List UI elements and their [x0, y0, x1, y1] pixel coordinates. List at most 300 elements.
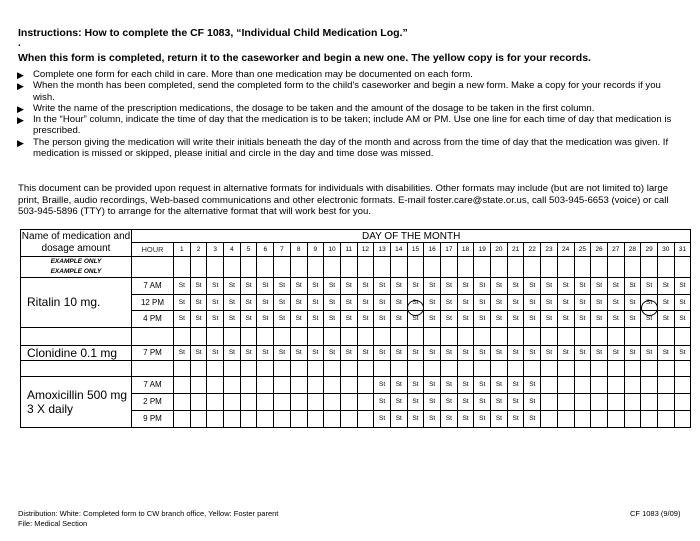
initials-cell[interactable]: St: [474, 393, 491, 410]
initials-cell[interactable]: St: [424, 345, 441, 360]
initials-cell[interactable]: St: [591, 294, 608, 311]
initials-cell[interactable]: St: [390, 345, 407, 360]
initials-cell[interactable]: [174, 410, 191, 427]
initials-cell[interactable]: [174, 376, 191, 393]
initials-cell[interactable]: St: [324, 311, 341, 328]
initials-cell[interactable]: [657, 360, 674, 376]
initials-cell[interactable]: [240, 327, 257, 345]
initials-cell[interactable]: [190, 360, 207, 376]
initials-cell[interactable]: [307, 393, 324, 410]
initials-cell[interactable]: [224, 376, 241, 393]
initials-cell[interactable]: St: [474, 345, 491, 360]
initials-cell[interactable]: St: [507, 376, 524, 393]
initials-cell[interactable]: [574, 360, 591, 376]
initials-cell[interactable]: [574, 376, 591, 393]
initials-cell[interactable]: [441, 360, 458, 376]
initials-cell[interactable]: [290, 327, 307, 345]
initials-cell[interactable]: St: [657, 278, 674, 295]
initials-cell[interactable]: St: [441, 345, 458, 360]
initials-cell[interactable]: [290, 360, 307, 376]
hour-cell[interactable]: [132, 327, 174, 345]
initials-cell[interactable]: [474, 327, 491, 345]
initials-cell[interactable]: [274, 376, 291, 393]
initials-cell[interactable]: St: [507, 345, 524, 360]
initials-cell[interactable]: St: [641, 345, 658, 360]
initials-cell[interactable]: [374, 257, 391, 278]
initials-cell[interactable]: St: [441, 410, 458, 427]
initials-cell[interactable]: St: [524, 278, 541, 295]
initials-cell[interactable]: [441, 257, 458, 278]
initials-cell[interactable]: St: [324, 345, 341, 360]
initials-cell[interactable]: St: [190, 345, 207, 360]
initials-cell[interactable]: [340, 327, 357, 345]
initials-cell[interactable]: [607, 360, 624, 376]
initials-cell[interactable]: St: [524, 294, 541, 311]
initials-cell[interactable]: [607, 257, 624, 278]
initials-cell[interactable]: [290, 376, 307, 393]
hour-cell[interactable]: 2 PM: [132, 393, 174, 410]
initials-cell[interactable]: St: [174, 311, 191, 328]
initials-cell[interactable]: [674, 257, 691, 278]
initials-cell[interactable]: [591, 393, 608, 410]
initials-cell[interactable]: [357, 360, 374, 376]
initials-cell[interactable]: [507, 360, 524, 376]
initials-cell[interactable]: [641, 360, 658, 376]
initials-cell[interactable]: [457, 360, 474, 376]
initials-cell[interactable]: St: [541, 311, 558, 328]
initials-cell[interactable]: St: [340, 311, 357, 328]
initials-cell[interactable]: [624, 257, 641, 278]
initials-cell[interactable]: St: [207, 278, 224, 295]
initials-cell[interactable]: St: [224, 311, 241, 328]
initials-cell[interactable]: [290, 257, 307, 278]
initials-cell[interactable]: St: [507, 393, 524, 410]
initials-cell[interactable]: St: [190, 294, 207, 311]
hour-cell[interactable]: 7 AM: [132, 376, 174, 393]
initials-cell[interactable]: [357, 393, 374, 410]
initials-cell[interactable]: [557, 327, 574, 345]
initials-cell[interactable]: St: [190, 311, 207, 328]
initials-cell[interactable]: St: [274, 278, 291, 295]
initials-cell[interactable]: St: [624, 278, 641, 295]
initials-cell[interactable]: St: [491, 278, 508, 295]
initials-cell[interactable]: St: [441, 311, 458, 328]
initials-cell[interactable]: St: [541, 345, 558, 360]
initials-cell[interactable]: St: [557, 278, 574, 295]
medication-name-cell[interactable]: Amoxicillin 500 mg 3 X daily: [21, 376, 132, 427]
initials-cell[interactable]: [190, 376, 207, 393]
initials-cell[interactable]: St: [657, 294, 674, 311]
initials-cell[interactable]: St: [257, 278, 274, 295]
initials-cell[interactable]: St: [441, 294, 458, 311]
initials-cell[interactable]: St: [357, 345, 374, 360]
initials-cell[interactable]: St: [324, 294, 341, 311]
initials-cell[interactable]: [390, 257, 407, 278]
initials-cell[interactable]: [674, 360, 691, 376]
initials-cell[interactable]: [390, 327, 407, 345]
initials-cell[interactable]: [624, 327, 641, 345]
initials-cell[interactable]: [674, 410, 691, 427]
initials-cell[interactable]: [641, 410, 658, 427]
initials-cell[interactable]: [541, 376, 558, 393]
initials-cell[interactable]: [541, 393, 558, 410]
initials-cell[interactable]: St: [424, 410, 441, 427]
initials-cell[interactable]: [324, 410, 341, 427]
initials-cell[interactable]: St: [541, 294, 558, 311]
initials-cell[interactable]: [657, 393, 674, 410]
initials-cell[interactable]: St: [657, 311, 674, 328]
initials-cell[interactable]: [374, 327, 391, 345]
initials-cell[interactable]: [607, 327, 624, 345]
initials-cell[interactable]: [574, 257, 591, 278]
initials-cell[interactable]: [290, 410, 307, 427]
initials-cell[interactable]: St: [674, 278, 691, 295]
initials-cell[interactable]: [174, 327, 191, 345]
initials-cell[interactable]: [607, 393, 624, 410]
initials-cell[interactable]: [257, 360, 274, 376]
initials-cell[interactable]: [224, 360, 241, 376]
initials-cell[interactable]: [457, 257, 474, 278]
initials-cell[interactable]: St: [174, 345, 191, 360]
initials-cell[interactable]: St: [407, 311, 424, 328]
initials-cell[interactable]: St: [374, 410, 391, 427]
initials-cell[interactable]: St: [307, 294, 324, 311]
initials-cell[interactable]: [574, 327, 591, 345]
initials-cell[interactable]: St: [340, 278, 357, 295]
initials-cell[interactable]: [257, 327, 274, 345]
initials-cell[interactable]: [541, 410, 558, 427]
initials-cell[interactable]: [524, 327, 541, 345]
initials-cell[interactable]: [491, 360, 508, 376]
initials-cell[interactable]: [591, 257, 608, 278]
initials-cell[interactable]: St: [574, 345, 591, 360]
initials-cell[interactable]: St: [524, 410, 541, 427]
initials-cell[interactable]: St: [357, 278, 374, 295]
initials-cell[interactable]: St: [374, 345, 391, 360]
initials-cell[interactable]: [174, 393, 191, 410]
initials-cell[interactable]: St: [390, 311, 407, 328]
initials-cell[interactable]: St: [307, 311, 324, 328]
initials-cell[interactable]: St: [457, 376, 474, 393]
initials-cell[interactable]: St: [457, 311, 474, 328]
initials-cell[interactable]: [574, 410, 591, 427]
initials-cell[interactable]: [224, 393, 241, 410]
initials-cell[interactable]: St: [507, 294, 524, 311]
initials-cell[interactable]: [474, 360, 491, 376]
initials-cell[interactable]: St: [591, 278, 608, 295]
initials-cell[interactable]: St: [357, 294, 374, 311]
initials-cell[interactable]: St: [441, 393, 458, 410]
initials-cell[interactable]: [624, 410, 641, 427]
initials-cell[interactable]: St: [407, 393, 424, 410]
initials-cell[interactable]: [340, 410, 357, 427]
hour-cell[interactable]: 4 PM: [132, 311, 174, 328]
initials-cell[interactable]: [574, 393, 591, 410]
initials-cell[interactable]: St: [507, 410, 524, 427]
initials-cell[interactable]: St: [290, 278, 307, 295]
initials-cell[interactable]: St: [240, 345, 257, 360]
initials-cell[interactable]: [557, 410, 574, 427]
initials-cell[interactable]: St: [674, 345, 691, 360]
initials-cell[interactable]: St: [274, 294, 291, 311]
initials-cell[interactable]: St: [240, 311, 257, 328]
initials-cell[interactable]: [641, 376, 658, 393]
initials-cell[interactable]: St: [290, 345, 307, 360]
initials-cell[interactable]: St: [524, 393, 541, 410]
initials-cell[interactable]: St: [424, 376, 441, 393]
initials-cell[interactable]: [307, 327, 324, 345]
initials-cell[interactable]: St: [591, 311, 608, 328]
initials-cell[interactable]: [324, 360, 341, 376]
initials-cell[interactable]: [207, 376, 224, 393]
initials-cell[interactable]: [257, 410, 274, 427]
initials-cell[interactable]: St: [424, 311, 441, 328]
initials-cell[interactable]: [624, 393, 641, 410]
initials-cell[interactable]: St: [574, 294, 591, 311]
initials-cell[interactable]: [190, 257, 207, 278]
initials-cell[interactable]: [507, 327, 524, 345]
initials-cell[interactable]: [174, 360, 191, 376]
initials-cell[interactable]: St: [457, 294, 474, 311]
initials-cell[interactable]: [624, 376, 641, 393]
initials-cell[interactable]: St: [491, 294, 508, 311]
initials-cell[interactable]: [474, 257, 491, 278]
initials-cell[interactable]: St: [641, 294, 658, 311]
initials-cell[interactable]: [240, 376, 257, 393]
initials-cell[interactable]: [207, 257, 224, 278]
initials-cell[interactable]: [274, 393, 291, 410]
initials-cell[interactable]: St: [307, 278, 324, 295]
initials-cell[interactable]: St: [290, 311, 307, 328]
initials-cell[interactable]: [374, 360, 391, 376]
hour-cell[interactable]: 7 AM: [132, 278, 174, 295]
initials-cell[interactable]: [591, 410, 608, 427]
initials-cell[interactable]: [657, 376, 674, 393]
initials-cell[interactable]: St: [674, 311, 691, 328]
initials-cell[interactable]: [607, 410, 624, 427]
hour-cell[interactable]: [132, 360, 174, 376]
initials-cell[interactable]: St: [257, 311, 274, 328]
initials-cell[interactable]: St: [457, 345, 474, 360]
initials-cell[interactable]: St: [541, 278, 558, 295]
initials-cell[interactable]: St: [357, 311, 374, 328]
hour-cell[interactable]: [132, 257, 174, 278]
initials-cell[interactable]: [190, 327, 207, 345]
initials-cell[interactable]: St: [557, 294, 574, 311]
initials-cell[interactable]: [657, 327, 674, 345]
initials-cell[interactable]: St: [340, 345, 357, 360]
initials-cell[interactable]: St: [374, 311, 391, 328]
initials-cell[interactable]: St: [390, 294, 407, 311]
initials-cell[interactable]: [407, 327, 424, 345]
initials-cell[interactable]: [274, 257, 291, 278]
initials-cell[interactable]: St: [457, 410, 474, 427]
initials-cell[interactable]: [324, 376, 341, 393]
initials-cell[interactable]: [307, 376, 324, 393]
initials-cell[interactable]: [190, 393, 207, 410]
initials-cell[interactable]: [390, 360, 407, 376]
initials-cell[interactable]: St: [474, 376, 491, 393]
initials-cell[interactable]: St: [591, 345, 608, 360]
initials-cell[interactable]: [207, 393, 224, 410]
initials-cell[interactable]: [324, 257, 341, 278]
initials-cell[interactable]: St: [507, 278, 524, 295]
initials-cell[interactable]: [240, 257, 257, 278]
initials-cell[interactable]: [557, 393, 574, 410]
hour-cell[interactable]: 12 PM: [132, 294, 174, 311]
initials-cell[interactable]: [657, 257, 674, 278]
initials-cell[interactable]: [307, 257, 324, 278]
initials-cell[interactable]: [424, 327, 441, 345]
initials-cell[interactable]: [457, 327, 474, 345]
initials-cell[interactable]: [224, 327, 241, 345]
initials-cell[interactable]: St: [390, 278, 407, 295]
initials-cell[interactable]: St: [457, 393, 474, 410]
initials-cell[interactable]: St: [207, 345, 224, 360]
initials-cell[interactable]: St: [374, 393, 391, 410]
initials-cell[interactable]: St: [574, 278, 591, 295]
initials-cell[interactable]: [240, 393, 257, 410]
initials-cell[interactable]: St: [674, 294, 691, 311]
medication-name-cell[interactable]: [21, 360, 132, 376]
initials-cell[interactable]: St: [524, 311, 541, 328]
initials-cell[interactable]: [591, 360, 608, 376]
initials-cell[interactable]: St: [340, 294, 357, 311]
medication-name-cell[interactable]: Ritalin 10 mg.: [21, 278, 132, 328]
initials-cell[interactable]: St: [557, 345, 574, 360]
initials-cell[interactable]: [274, 360, 291, 376]
initials-cell[interactable]: St: [474, 294, 491, 311]
initials-cell[interactable]: [207, 327, 224, 345]
initials-cell[interactable]: St: [274, 345, 291, 360]
initials-cell[interactable]: [340, 257, 357, 278]
initials-cell[interactable]: St: [174, 294, 191, 311]
initials-cell[interactable]: [557, 257, 574, 278]
initials-cell[interactable]: [274, 327, 291, 345]
initials-cell[interactable]: [357, 327, 374, 345]
initials-cell[interactable]: St: [407, 278, 424, 295]
initials-cell[interactable]: St: [624, 294, 641, 311]
initials-cell[interactable]: St: [307, 345, 324, 360]
initials-cell[interactable]: [541, 257, 558, 278]
initials-cell[interactable]: St: [257, 345, 274, 360]
initials-cell[interactable]: St: [407, 376, 424, 393]
initials-cell[interactable]: [541, 360, 558, 376]
initials-cell[interactable]: St: [240, 294, 257, 311]
initials-cell[interactable]: [641, 327, 658, 345]
initials-cell[interactable]: St: [407, 410, 424, 427]
initials-cell[interactable]: [407, 360, 424, 376]
initials-cell[interactable]: St: [474, 311, 491, 328]
initials-cell[interactable]: [357, 410, 374, 427]
initials-cell[interactable]: St: [491, 393, 508, 410]
initials-cell[interactable]: St: [224, 345, 241, 360]
initials-cell[interactable]: St: [607, 345, 624, 360]
initials-cell[interactable]: [657, 410, 674, 427]
initials-cell[interactable]: [240, 360, 257, 376]
initials-cell[interactable]: [674, 376, 691, 393]
initials-cell[interactable]: St: [441, 278, 458, 295]
initials-cell[interactable]: [240, 410, 257, 427]
initials-cell[interactable]: St: [607, 311, 624, 328]
initials-cell[interactable]: St: [224, 294, 241, 311]
initials-cell[interactable]: [274, 410, 291, 427]
initials-cell[interactable]: [340, 393, 357, 410]
initials-cell[interactable]: St: [641, 278, 658, 295]
initials-cell[interactable]: St: [390, 393, 407, 410]
initials-cell[interactable]: St: [524, 345, 541, 360]
initials-cell[interactable]: St: [190, 278, 207, 295]
initials-cell[interactable]: St: [624, 345, 641, 360]
initials-cell[interactable]: St: [290, 294, 307, 311]
initials-cell[interactable]: St: [657, 345, 674, 360]
initials-cell[interactable]: [591, 327, 608, 345]
initials-cell[interactable]: [324, 327, 341, 345]
initials-cell[interactable]: [290, 393, 307, 410]
initials-cell[interactable]: St: [474, 410, 491, 427]
initials-cell[interactable]: [340, 376, 357, 393]
initials-cell[interactable]: [624, 360, 641, 376]
initials-cell[interactable]: [424, 360, 441, 376]
initials-cell[interactable]: [340, 360, 357, 376]
initials-cell[interactable]: [224, 410, 241, 427]
hour-cell[interactable]: 7 PM: [132, 345, 174, 360]
initials-cell[interactable]: [591, 376, 608, 393]
initials-cell[interactable]: [491, 257, 508, 278]
initials-cell[interactable]: St: [390, 410, 407, 427]
initials-cell[interactable]: [190, 410, 207, 427]
initials-cell[interactable]: St: [390, 376, 407, 393]
initials-cell[interactable]: [441, 327, 458, 345]
initials-cell[interactable]: St: [491, 376, 508, 393]
initials-cell[interactable]: [607, 376, 624, 393]
initials-cell[interactable]: [307, 360, 324, 376]
initials-cell[interactable]: [324, 393, 341, 410]
medication-name-cell[interactable]: [21, 327, 132, 345]
initials-cell[interactable]: [174, 257, 191, 278]
initials-cell[interactable]: St: [607, 278, 624, 295]
initials-cell[interactable]: [557, 376, 574, 393]
initials-cell[interactable]: St: [374, 278, 391, 295]
initials-cell[interactable]: St: [407, 294, 424, 311]
initials-cell[interactable]: [257, 257, 274, 278]
initials-cell[interactable]: St: [557, 311, 574, 328]
initials-cell[interactable]: St: [424, 294, 441, 311]
initials-cell[interactable]: St: [374, 294, 391, 311]
hour-cell[interactable]: 9 PM: [132, 410, 174, 427]
initials-cell[interactable]: St: [407, 345, 424, 360]
initials-cell[interactable]: St: [491, 311, 508, 328]
medication-name-cell[interactable]: Clonidine 0.1 mg: [21, 345, 132, 360]
initials-cell[interactable]: St: [474, 278, 491, 295]
initials-cell[interactable]: St: [207, 311, 224, 328]
initials-cell[interactable]: St: [424, 393, 441, 410]
initials-cell[interactable]: St: [324, 278, 341, 295]
initials-cell[interactable]: St: [574, 311, 591, 328]
initials-cell[interactable]: St: [491, 410, 508, 427]
initials-cell[interactable]: [424, 257, 441, 278]
initials-cell[interactable]: St: [257, 294, 274, 311]
initials-cell[interactable]: [557, 360, 574, 376]
initials-cell[interactable]: St: [457, 278, 474, 295]
initials-cell[interactable]: [357, 257, 374, 278]
initials-cell[interactable]: St: [641, 311, 658, 328]
initials-cell[interactable]: [257, 376, 274, 393]
initials-cell[interactable]: [674, 393, 691, 410]
initials-cell[interactable]: [641, 257, 658, 278]
initials-cell[interactable]: St: [224, 278, 241, 295]
initials-cell[interactable]: St: [507, 311, 524, 328]
